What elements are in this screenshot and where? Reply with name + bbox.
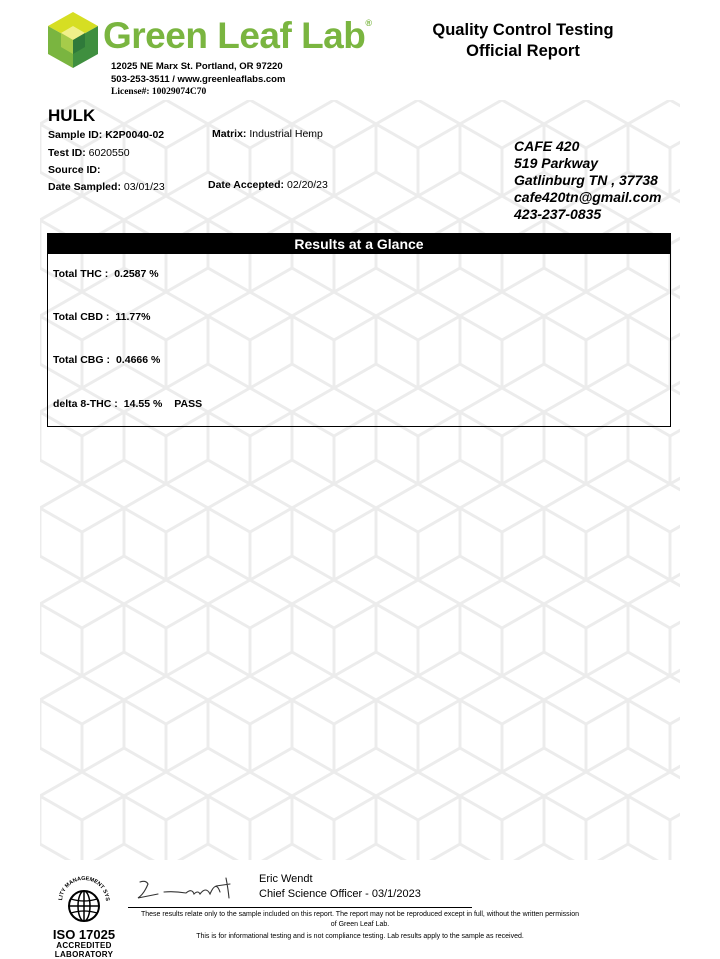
result-row-total-cbg: Total CBG : 0.4666 % — [53, 354, 161, 366]
test-id-field: Test ID: 6020550 — [48, 147, 130, 159]
signature-line — [128, 907, 472, 908]
client-address-block — [514, 138, 662, 223]
signoff-block — [259, 872, 421, 902]
iso-accreditation-seal — [46, 872, 122, 959]
report-title-line1: Quality Control Testing — [432, 21, 614, 39]
pass-badge: PASS — [174, 398, 203, 410]
lab-contact: 503-253-3511 / www.greenleaflabs.com — [111, 74, 286, 85]
signer-name: Eric Wendt — [259, 873, 313, 885]
date-accepted-field: Date Accepted: 02/20/23 — [208, 179, 328, 191]
svg-text:QUALITY MANAGEMENT SYSTEM: LITY MANAGEMENT SYS — [58, 875, 111, 902]
iso-accredited: ACCREDITED — [56, 941, 112, 950]
globe-icon — [54, 872, 114, 924]
footer-note: This is for informational testing and is not compliance testing. Lab results apply to the sample as received. — [196, 933, 524, 940]
report-title — [418, 20, 628, 62]
results-header: Results at a Glance — [48, 234, 670, 254]
client-city: Gatlinburg TN , 37738 — [514, 172, 658, 188]
source-id-field: Source ID: — [48, 164, 101, 176]
signer-title: Chief Science Officer - 03/1/2023 — [259, 888, 421, 900]
trademark-symbol: ® — [365, 18, 372, 28]
handwritten-signature — [134, 872, 244, 906]
sample-id-field: Sample ID: K2P0040-02 — [48, 129, 165, 141]
iso-standard: ISO 17025 — [52, 927, 116, 942]
iso-laboratory: LABORATORY — [54, 950, 114, 959]
matrix-field: Matrix: Industrial Hemp — [212, 128, 323, 140]
sample-name: HULK — [48, 106, 96, 125]
lab-address: 12025 NE Marx St. Portland, OR 97220 — [111, 61, 283, 72]
footer-disclaimer: These results relate only to the sample included on this report. The report may not be reproduced except in full, without the written permission of Green Leaf Lab. — [141, 911, 579, 928]
result-row-delta8-thc: delta 8-THC : 14.55 % PASS — [53, 398, 203, 410]
date-sampled-field: Date Sampled: 03/01/23 — [48, 181, 165, 193]
results-panel — [47, 233, 671, 427]
client-name: CAFE 420 — [514, 138, 580, 154]
lab-address-block — [111, 60, 285, 99]
result-row-total-cbd: Total CBD : 11.77% — [53, 311, 151, 323]
client-phone: 423-237-0835 — [514, 206, 602, 222]
lab-license: License#: 10029074C70 — [111, 87, 207, 97]
lab-brand-name: Green Leaf Lab® — [103, 15, 372, 56]
client-street: 519 Parkway — [514, 155, 599, 171]
result-row-total-thc: Total THC : 0.2587 % — [53, 268, 159, 280]
lab-logo-icon — [46, 10, 100, 70]
client-email: cafe420tn@gmail.com — [514, 189, 662, 205]
report-title-line2: Official Report — [466, 42, 580, 60]
